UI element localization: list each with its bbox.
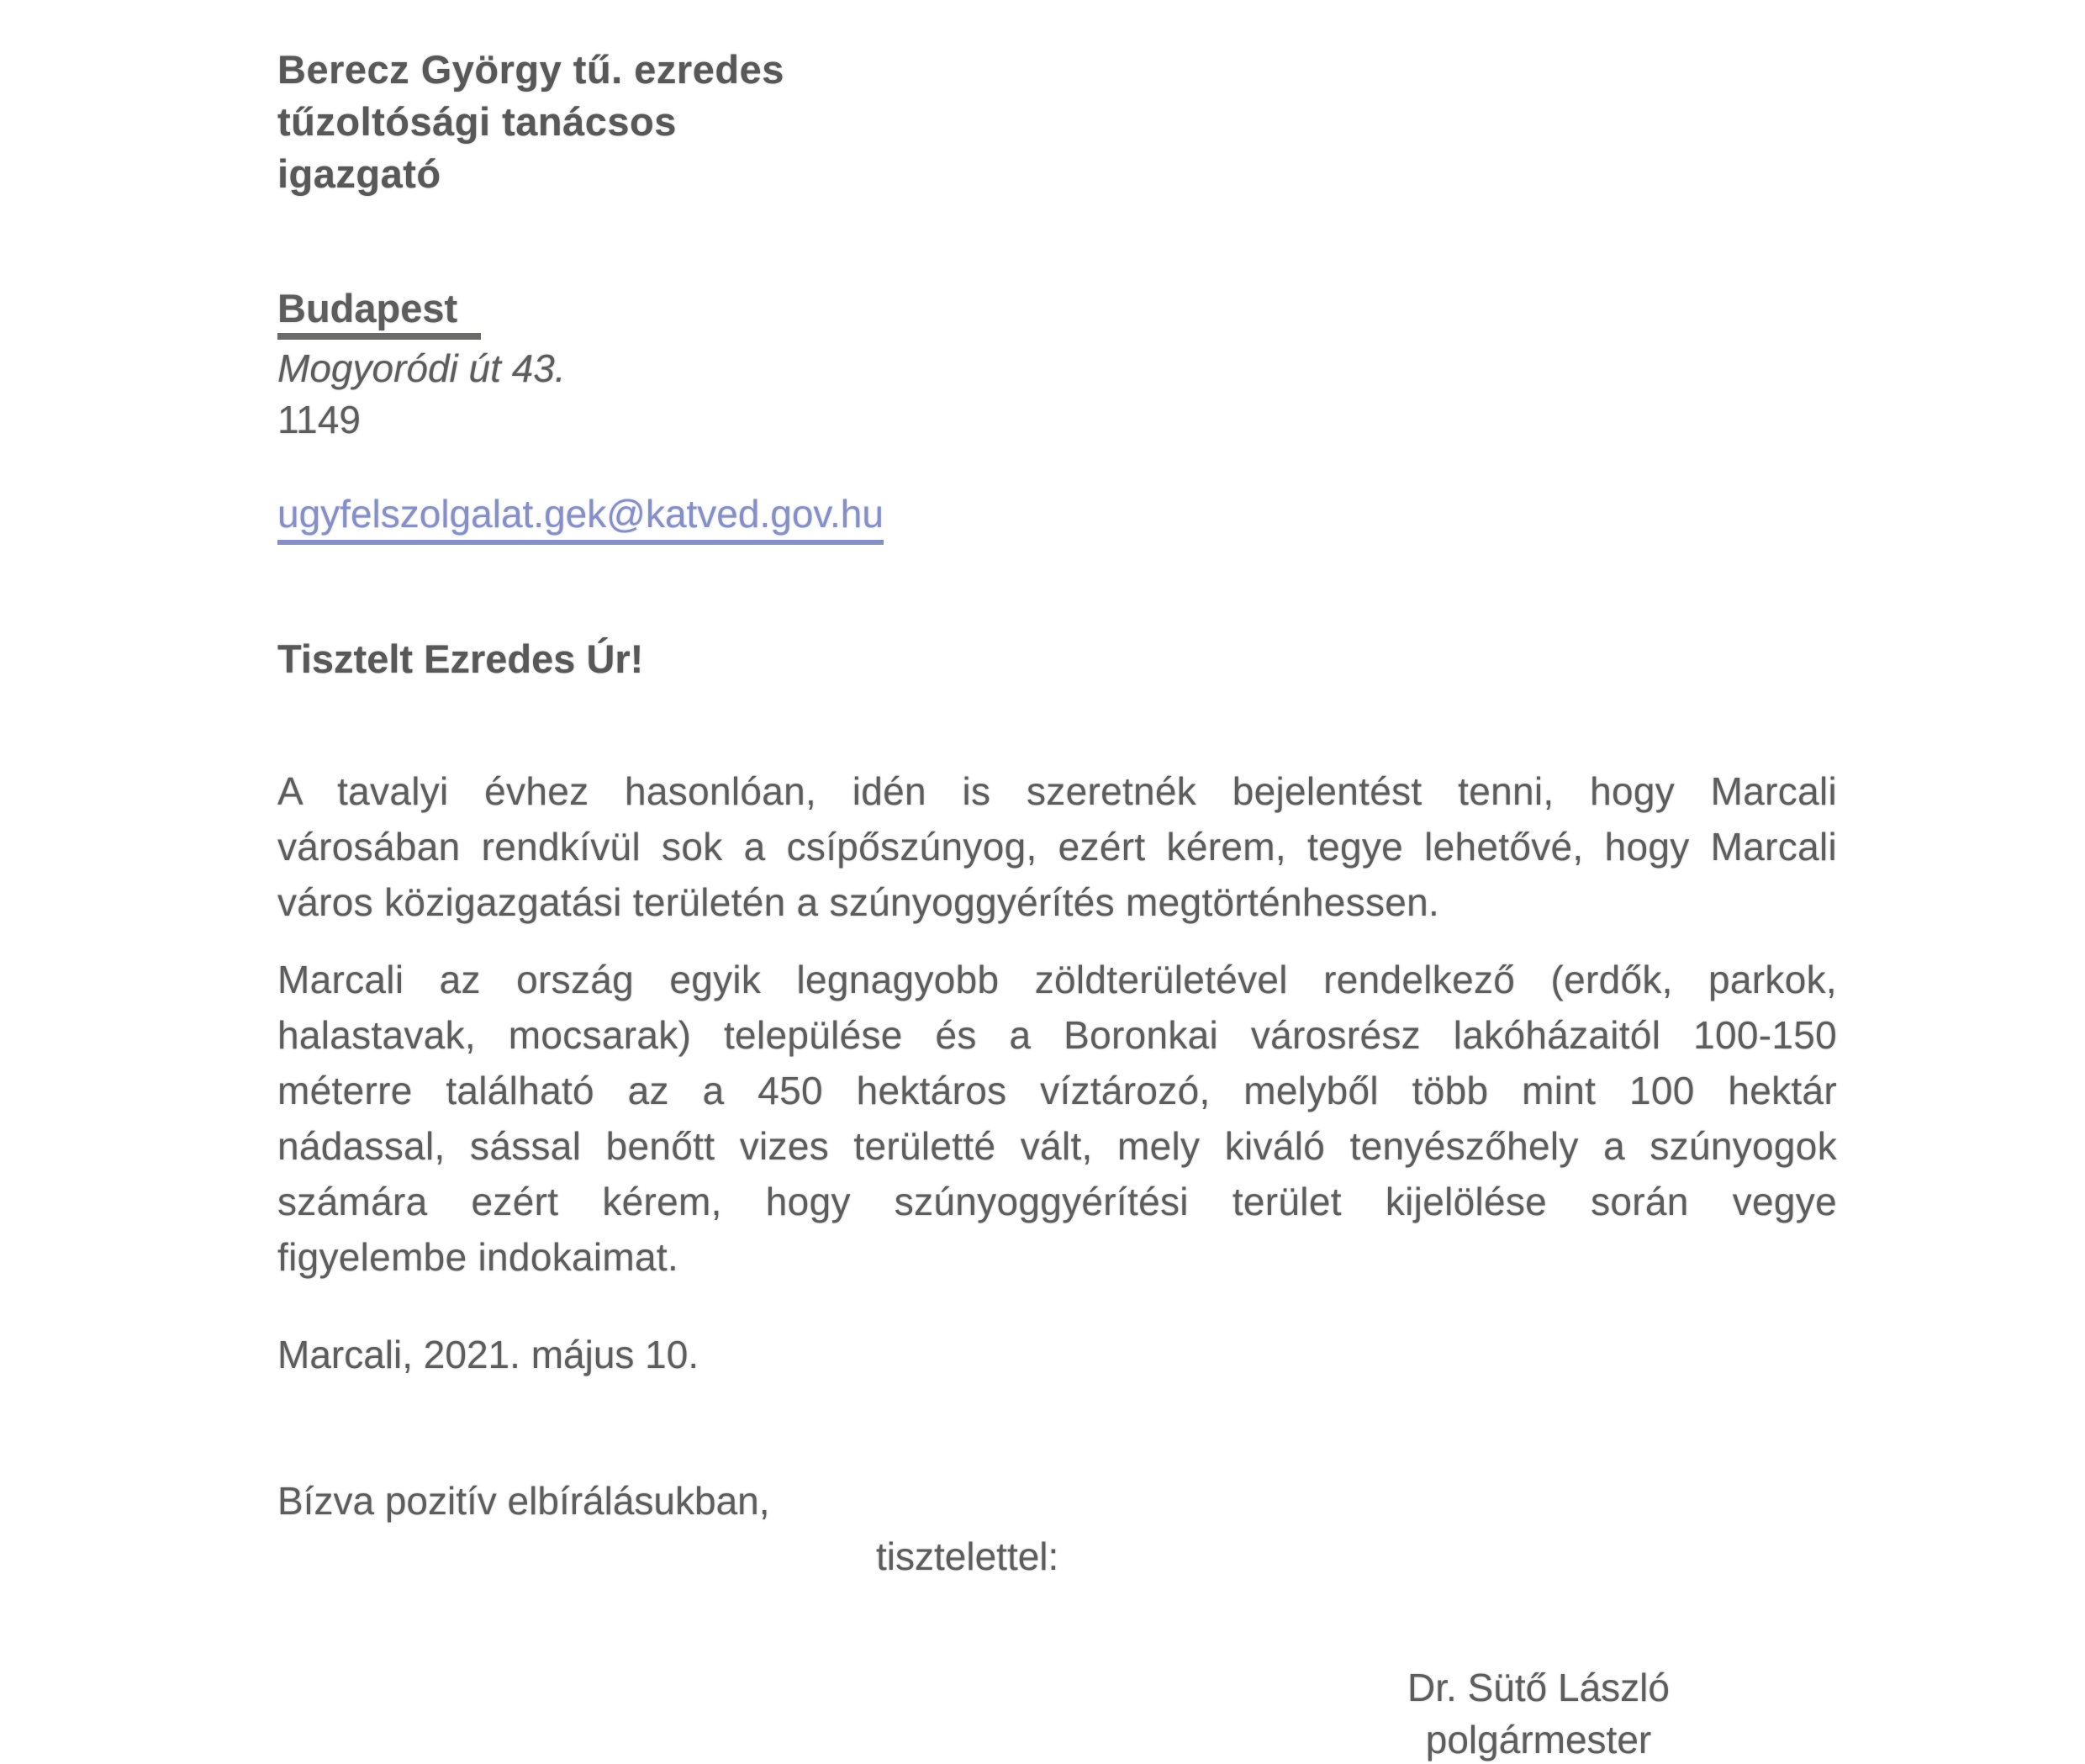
address-block: [277, 284, 1837, 444]
address-city: [277, 284, 1837, 340]
address-postal-code: 1149: [277, 398, 361, 441]
dateline: Marcali, 2021. május 10.: [277, 1333, 699, 1376]
closing-line: Bízva pozitív elbírálásukban,: [277, 1479, 770, 1523]
email-link[interactable]: ugyfelszolgalat.gek@katved.gov.hu: [277, 490, 884, 545]
paragraph-line: méterre található az a 450 hektáros víztározó, melyből több mint 100 hektár: [277, 1069, 1837, 1112]
body-paragraph-2: [277, 952, 1837, 1285]
valediction: tisztelettel:: [876, 1534, 1059, 1578]
salutation: Tisztelt Ezredes Úr!: [277, 636, 644, 681]
address-city-text: Budapest: [277, 284, 481, 340]
signature-block: [1345, 1661, 1732, 1764]
recipient-name: Berecz György tű. ezredes: [277, 47, 784, 92]
paragraph-line: figyelembe indokaimat.: [277, 1235, 679, 1279]
recipient-rank: tűzoltósági tanácsos: [277, 99, 677, 144]
paragraph-line: Marcali az ország egyik legnagyobb zöldterületével rendelkező (erdők, parkok,: [277, 958, 1837, 1001]
paragraph-line: halastavak, mocsarak) települése és a Boronkai városrész lakóházaitól 100-150: [277, 1013, 1837, 1057]
recipient-block: [277, 44, 1837, 200]
paragraph-line: városában rendkívül sok a csípőszúnyog, ezért kérem, tegye lehetővé, hogy Marcali: [277, 825, 1837, 869]
paragraph-line: város közigazgatási területén a szúnyoggyérítés megtörténhessen.: [277, 880, 1440, 924]
signatory-title: polgármester: [1425, 1718, 1652, 1761]
paragraph-line: számára ezért kérem, hogy szúnyoggyérítési terület kijelölése során vegye: [277, 1180, 1837, 1223]
address-street: Mogyoródi út 43.: [277, 346, 566, 390]
recipient-position: igazgató: [277, 151, 441, 196]
signatory-name: Dr. Sütő László: [1407, 1666, 1670, 1709]
email-row: [277, 490, 1837, 545]
paragraph-line: nádassal, sással benőtt vizes területté vált, mely kiváló tenyészőhely a szúnyogok: [277, 1124, 1837, 1168]
paragraph-line: A tavalyi évhez hasonlóan, idén is szeretnék bejelentést tenni, hogy Marcali: [277, 769, 1837, 813]
body-paragraph-1: [277, 763, 1837, 930]
